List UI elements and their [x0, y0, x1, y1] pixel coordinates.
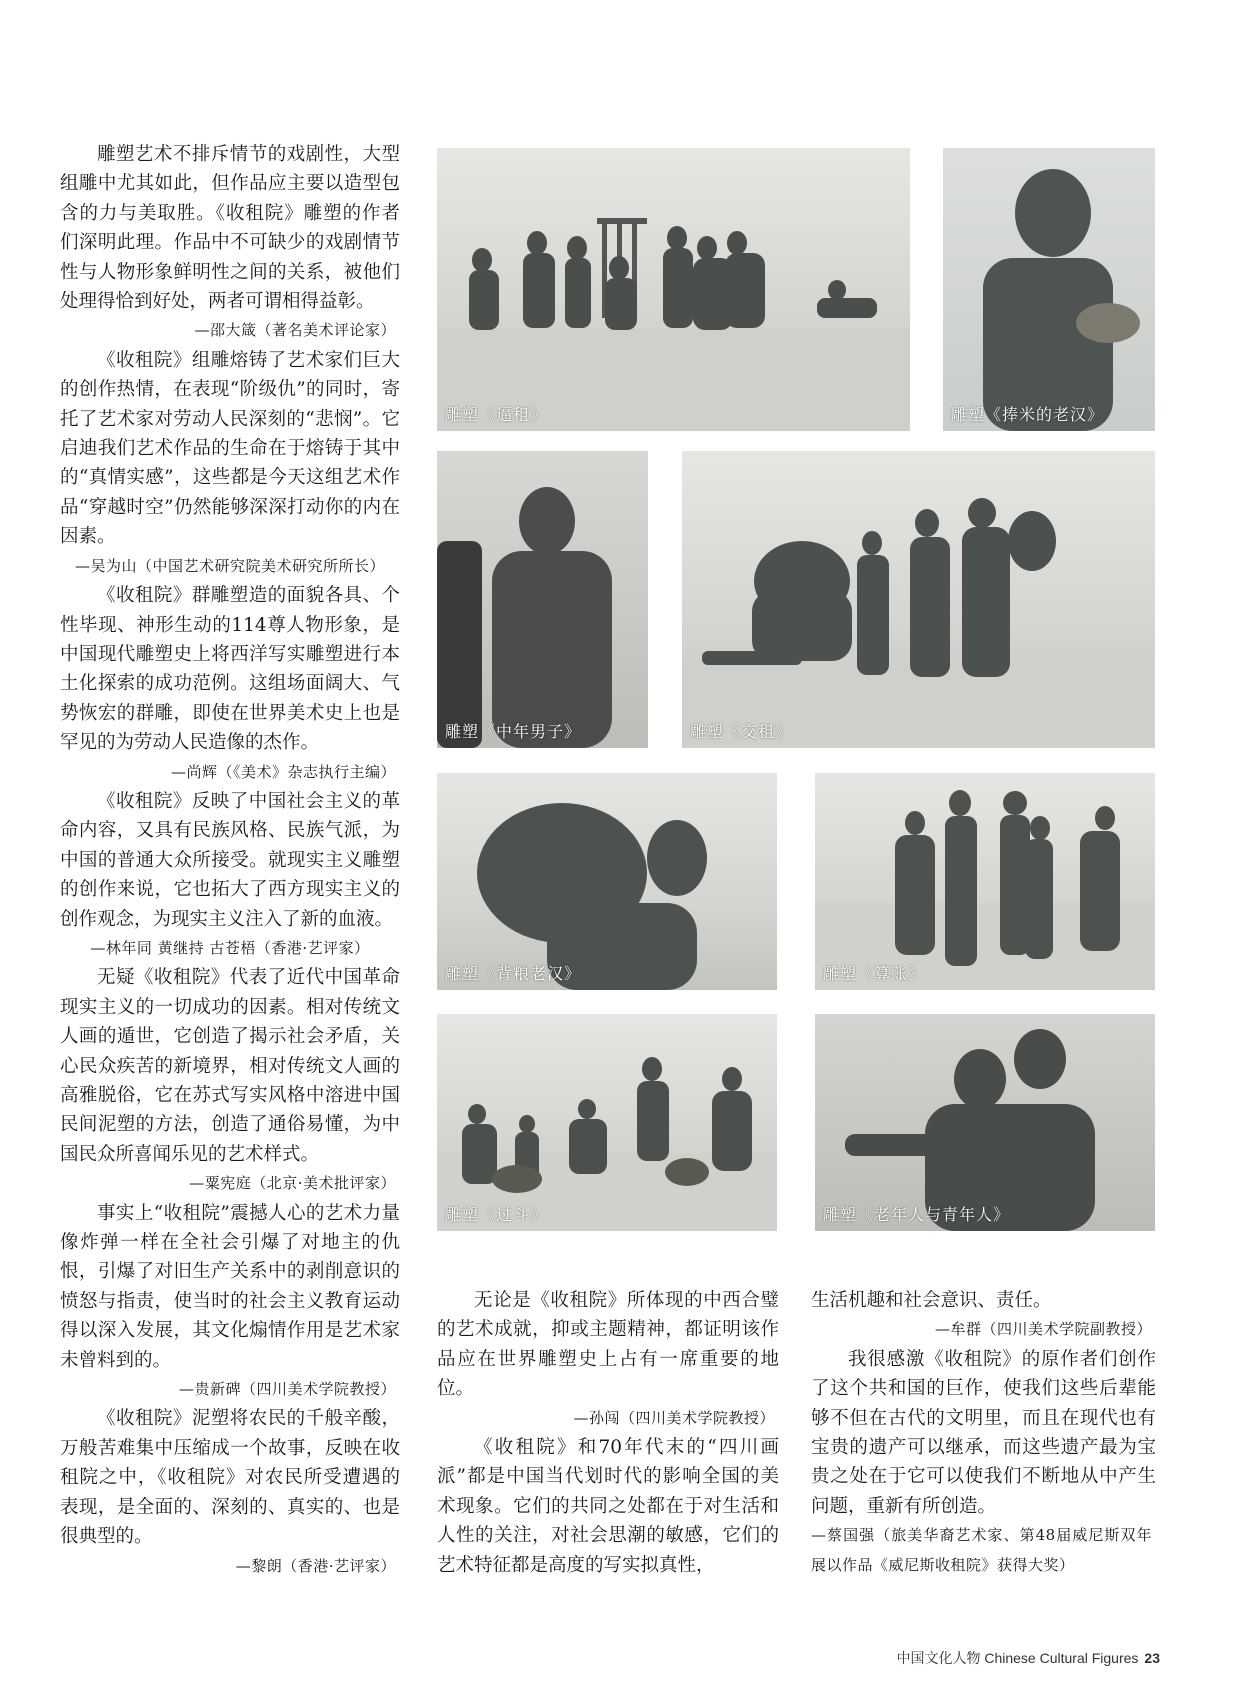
- sculpture-group-silhouette: [815, 773, 1155, 990]
- photo-caption: 雕塑《老年人与青年人》: [823, 1205, 1011, 1224]
- quote-attribution: —黎朗（香港·艺评家）: [235, 1556, 396, 1575]
- photo-caption: 雕塑《过斗》: [445, 1205, 548, 1224]
- quote-paragraph: 无疑《收租院》代表了近代中国革命现实主义的一切成功的因素。相对传统文人画的遁世，它创造了揭示社会矛盾，关心民众疾苦的新境界，相对传统文人画的高雅脱俗，它在苏式写实风格中溶进中国民间泥塑的方法，创造了通俗易懂，为中国民众所喜闻乐见的艺术样式。: [60, 967, 400, 1165]
- quote-paragraph: 我很感激《收租院》的原作者们创作了这个共和国的巨作，使我们这些后辈能够不但在古代的文明里，而且在现代也有宝贵的遗产可以继承，而这些遗产最为宝贵之处在于它可以使我们不断地从中产生问题，重新有所创造。: [811, 1348, 1156, 1517]
- quote-attribution: —粟宪庭（北京·美术批评家）: [189, 1174, 396, 1193]
- quote-attribution: —贵新碑（四川美术学院教授）: [178, 1380, 396, 1399]
- middle-aged-man-silhouette: [437, 451, 648, 748]
- sculpture-photo-laonian-qingnian: [815, 1014, 1155, 1231]
- sculpture-photo-pengmi-laohan: [943, 148, 1155, 431]
- right-text-column: [811, 1286, 1156, 1580]
- two-figures-silhouette: [815, 1014, 1155, 1231]
- quote-attribution: —孙闯（四川美术学院教授）: [573, 1408, 775, 1427]
- quote-paragraph: 雕塑艺术不排斥情节的戏剧性，大型组雕中尤其如此，但作品应主要以造型包含的力与美取胜。《收租院》雕塑的作者们深明此理。作品中不可缺少的戏剧情节性与人物形象鲜明性之间的关系，被他们处理得恰到好处，两者可谓相得益彰。: [60, 144, 400, 313]
- quote-paragraph: 《收租院》组雕熔铸了艺术家们巨大的创作热情，在表现“阶级仇”的同时，寄托了艺术家对劳动人民深刻的“悲悯”。它启迪我们艺术作品的生命在于熔铸于其中的“真情实感”，这些都是今天这组艺术作品“穿越时空”仍然能够深深打动你的内在因素。: [60, 349, 400, 548]
- quote-paragraph-continued: 生活机趣和社会意识、责任。: [811, 1290, 1052, 1311]
- photo-caption: 雕塑《背粮老汉》: [445, 964, 582, 983]
- quote-attribution: —牟群（四川美术学院副教授）: [934, 1320, 1152, 1339]
- sculpture-group-silhouette: [437, 1014, 777, 1231]
- sculpture-photo-zhongnian-nanzi: [437, 451, 648, 748]
- quote-paragraph: 《收租院》群雕塑造的面貌各具、个性毕现、神形生动的114尊人物形象，是中国现代雕塑史上将西洋写实雕塑进行本土化探索的成功范例。这组场面阔大、气势恢宏的群雕，即使在世界美术史上也是罕见的为劳动人民造像的杰作。: [60, 585, 400, 754]
- sculpture-photo-guodou: [437, 1014, 777, 1231]
- old-man-carrying-grain-silhouette: [437, 773, 777, 990]
- magazine-name: 中国文化人物 Chinese Cultural Figures: [896, 1650, 1139, 1666]
- photo-caption: 雕塑《逼租》: [445, 405, 548, 424]
- sculpture-photo-suanzhang: [815, 773, 1155, 990]
- sculpture-photo-beiliang-laohan: [437, 773, 777, 990]
- quote-attribution: —林年同 黄继持 古苍梧（香港·艺评家）: [90, 938, 370, 957]
- page-footer: [896, 1648, 1160, 1668]
- sculpture-photo-jiaozu: [682, 451, 1155, 748]
- photo-caption: 雕塑《捧米的老汉》: [951, 405, 1105, 424]
- quote-paragraph: 无论是《收租院》所体现的中西合璧的艺术成就，抑或主题精神，都证明该作品应在世界雕塑史上占有一席重要的地位。: [437, 1290, 779, 1400]
- quote-paragraph: 《收租院》和70年代末的“四川画派”都是中国当代划时代的影响全国的美术现象。它们的共同之处都在于对生活和人性的关注，对社会思潮的敏感，它们的艺术特征都是高度的写实拟真性，: [437, 1437, 779, 1576]
- photo-caption: 雕塑《交租》: [690, 722, 793, 741]
- quote-attribution: —蔡国强（旅美华裔艺术家、第48届威尼斯双年展以作品《威尼斯收租院》获得大奖）: [811, 1526, 1152, 1574]
- page-number: 23: [1144, 1650, 1160, 1666]
- quote-attribution: —吴为山（中国艺术研究院美术研究所所长）: [74, 556, 385, 575]
- quote-paragraph: 《收租院》反映了中国社会主义的革命内容，又具有民族风格、民族气派，为中国的普通大众所接受。就现实主义雕塑的创作来说，它也拓大了西方现实主义的创作观念，为现实主义注入了新的血液。: [60, 790, 400, 930]
- left-text-column: [60, 140, 400, 1581]
- sculpture-group-silhouette: [682, 451, 1155, 748]
- quote-paragraph: 《收租院》泥塑将农民的千般辛酸，万般苦难集中压缩成一个故事，反映在收租院之中，《收租院》对农民所受遭遇的表现，是全面的、深刻的、真实的、也是很典型的。: [60, 1408, 400, 1548]
- middle-text-column: [437, 1286, 779, 1580]
- photo-caption: 雕塑《中年男子》: [445, 722, 582, 741]
- sculpture-group-silhouette: [437, 148, 910, 431]
- quote-attribution: —邵大箴（著名美术评论家）: [194, 321, 396, 340]
- quote-paragraph: 事实上“收租院”震撼人心的艺术力量像炸弹一样在全社会引爆了对地主的仇恨，引爆了对旧生产关系中的剥削意识的愤怒与指责，使当时的社会主义教育运动得以深入发展，其文化煽情作用是艺术家未曾料到的。: [60, 1202, 400, 1371]
- sculpture-photo-bizu: [437, 148, 910, 431]
- photo-caption: 雕塑《算账》: [823, 964, 926, 983]
- quote-attribution: —尚辉（《美术》杂志执行主编）: [170, 762, 396, 781]
- old-man-figure-silhouette: [943, 148, 1155, 431]
